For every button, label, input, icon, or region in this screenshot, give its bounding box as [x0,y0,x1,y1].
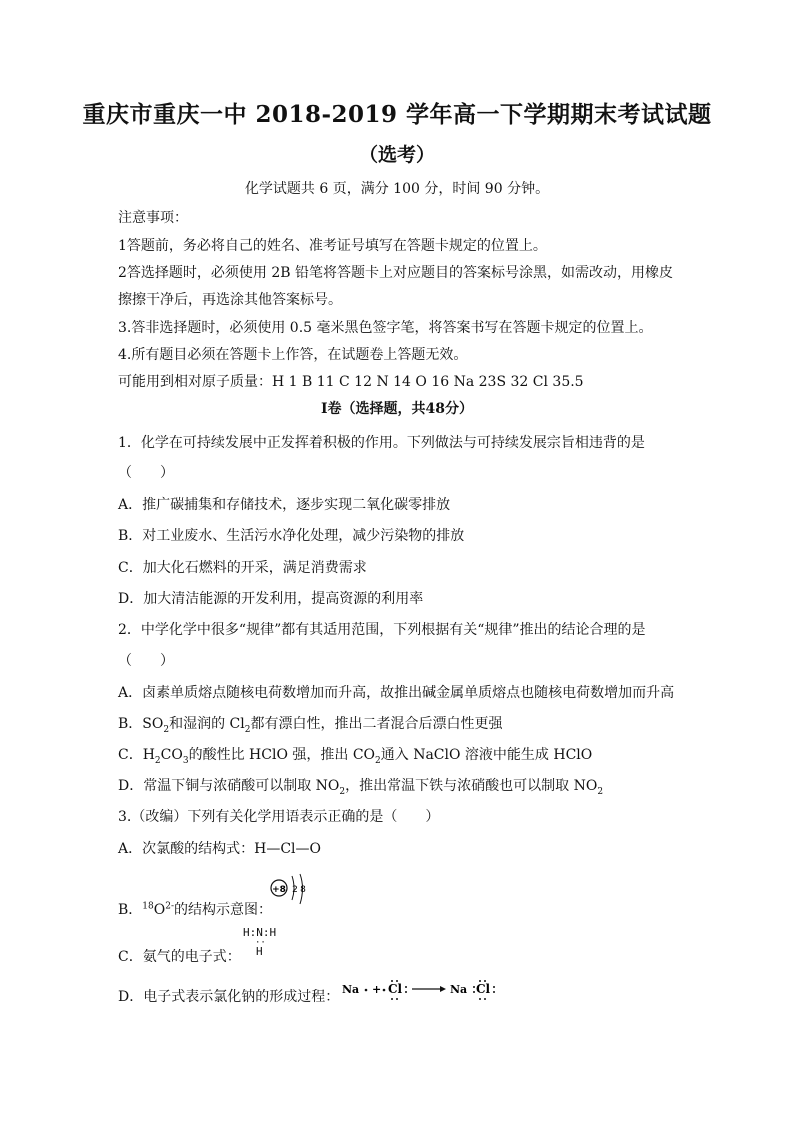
ammonia-dots: ·· [255,938,266,948]
document-title: 重庆市重庆一中 2018-2019 学年高一下学期期末考试试题 [82,101,712,128]
q1-option-b: B．对工业废水、生活污水净化处理，减少污染物的排放 [118,528,465,544]
svg-text:Na: Na [342,983,360,996]
exam-info: 化学试题共 6 页，满分 100 分，时间 90 分钟。 [244,181,550,197]
ammonia-electron-bottom: H [256,945,263,958]
q1-option-c: C．加大化石燃料的开采，满足消费需求 [118,560,367,576]
ammonia-electron-top: H:N:H [243,926,277,939]
q2-stem: 2．中学化学中很多“规律”都有其适用范围，下列根据有关“规律”推出的结论合理的是 [118,622,646,638]
q1-stem: 1．化学在可持续发展中正发挥着积极的作用。下列做法与可持续发展宗旨相违背的是 [118,435,645,451]
atom-diagram-icon [268,872,318,914]
q2-paren: （ ） [118,653,174,669]
q3-option-b: B．$^{18}O^{2-}$的结构示意图： [118,901,273,918]
svg-text:Cl: Cl [476,982,491,996]
q1-option-d: D．加大清洁能源的开发利用，提高资源的利用率 [118,591,424,607]
nacl-formation-icon [340,978,500,1004]
svg-text:Na: Na [450,983,468,996]
q3-option-c: C．氨气的电子式： [118,949,241,965]
q2-option-c: C．$H_2CO_3$的酸性比 HClO 强，推出 $CO_2$通入 NaClO 溶液中能生成 HClO [118,747,593,766]
q1-option-a: A．推广碳捕集和存储技术，逐步实现二氧化碳零排放 [118,497,451,513]
note-4: 4.所有题目必须在答题卡上作答，在试题卷上答题无效。 [118,347,468,363]
q2-option-d: D．常温下铜与浓硝酸可以制取 $NO_2$，推出常温下铁与浓硝酸也可以制取 $NO_2$ [118,778,604,797]
q1-paren: （ ） [118,465,174,481]
document-subtitle: （选考） [358,144,435,166]
svg-text:Cl: Cl [388,982,403,996]
note-2a: 2答选择题时，必须使用 2B 铅笔将答题卡上对应题目的答案标号涂黑，如需改动，用橡皮 [118,265,674,281]
note-1: 1答题前，务必将自己的姓名、准考证号填写在答题卡规定的位置上。 [118,238,547,254]
nucleus-label: +8 [272,885,286,895]
q2-option-a: A．卤素单质熔点随核电荷数增加而升高，故推出碱金属单质熔点也随核电荷数增加而升高 [118,685,675,701]
q3-stem: 3.（改编）下列有关化学用语表示正确的是（ ） [118,809,440,825]
svg-text:+: + [372,983,382,996]
note-2b: 擦擦干净后，再选涂其他答案标号。 [118,292,342,308]
shell-2-count: 8 [300,885,306,895]
section-heading: Ⅰ卷（选择题，共48分） [320,401,474,417]
note-3: 3.答非选择题时，必须使用 0.5 毫米黑色签字笔，将答案书写在答题卡规定的位置上。 [118,320,653,336]
shell-1-count: 2 [292,885,298,895]
nacl-formation-diagram [340,978,500,1004]
q3-option-a: A．次氯酸的结构式：H—Cl—O [118,841,321,857]
q3-option-d: D．电子式表示氯化钠的形成过程： [118,989,340,1005]
atomic-masses: 可能用到相对原子质量：H 1 B 11 C 12 N 14 O 16 Na 23S 32 Cl 35.5 [118,374,584,390]
notes-heading: 注意事项： [118,210,188,226]
oxide-ion-structure-diagram [268,872,318,914]
q2-option-b: B．$SO_2$和湿润的 $Cl_2$都有漂白性，推出二者混合后漂白性更强 [118,716,503,735]
